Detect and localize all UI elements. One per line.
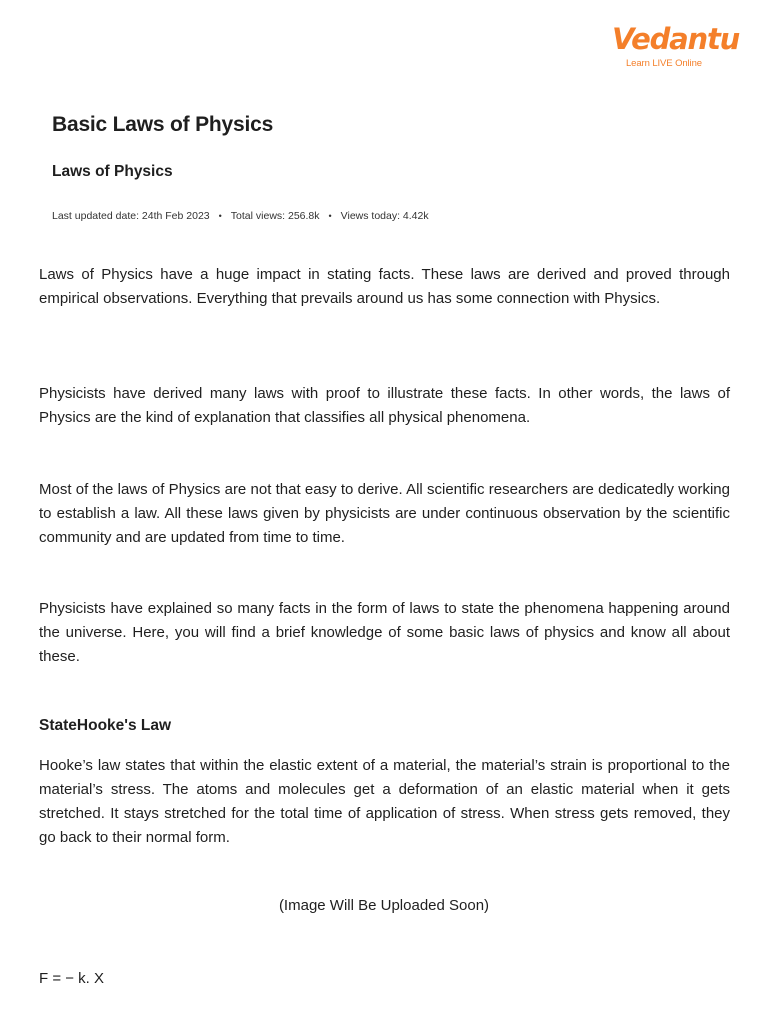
hookes-law-paragraph: Hooke’s law states that within the elastic extent of a material, the material’s strain is proportional to the material’s stress. The atoms and molecules get a deformation of an elastic material when it gets stretched. It stays stretched for the total time of application of stress. When stress gets removed, they go back to their normal form.: [39, 757, 730, 846]
last-updated-date: Last updated date: 24th Feb 2023: [52, 210, 210, 222]
meta-separator: •: [218, 211, 222, 221]
page-title: Basic Laws of Physics: [52, 113, 274, 136]
views-today: Views today: 4.42k: [340, 210, 429, 222]
intro-paragraph-1: Laws of Physics have a huge impact in stating facts. These laws are derived and proved through empirical observations. Everything that prevails around us has some connection with Physics.: [39, 266, 730, 307]
intro-paragraph-3: Most of the laws of Physics are not that easy to derive. All scientific researchers are dedicatedly working to establish a law. All these laws given by physicists are under continuous observation by the scientific community and are updated from time to time.: [39, 481, 730, 546]
vedantu-logo[interactable]: [612, 20, 740, 72]
meta-separator: •: [328, 211, 332, 221]
section-heading-hookes-law: StateHooke's Law: [39, 717, 172, 734]
page-subtitle: Laws of Physics: [52, 163, 173, 180]
image-placeholder-text: (Image Will Be Uploaded Soon): [278, 897, 490, 914]
logo-tagline: Learn LIVE Online: [626, 58, 702, 69]
hookes-law-formula: F = − k. X: [39, 970, 105, 987]
logo-wordmark: Vedantu: [612, 22, 740, 56]
intro-paragraph-2: Physicists have derived many laws with proof to illustrate these facts. In other words, the laws of Physics are the kind of explanation that classifies all physical phenomena.: [39, 385, 730, 426]
intro-paragraph-4: Physicists have explained so many facts in the form of laws to state the phenomena happening around the universe. Here, you will find a brief knowledge of some basic laws of physics and know all about these.: [39, 600, 730, 665]
total-views: Total views: 256.8k: [230, 210, 320, 222]
article-meta: [52, 210, 429, 222]
